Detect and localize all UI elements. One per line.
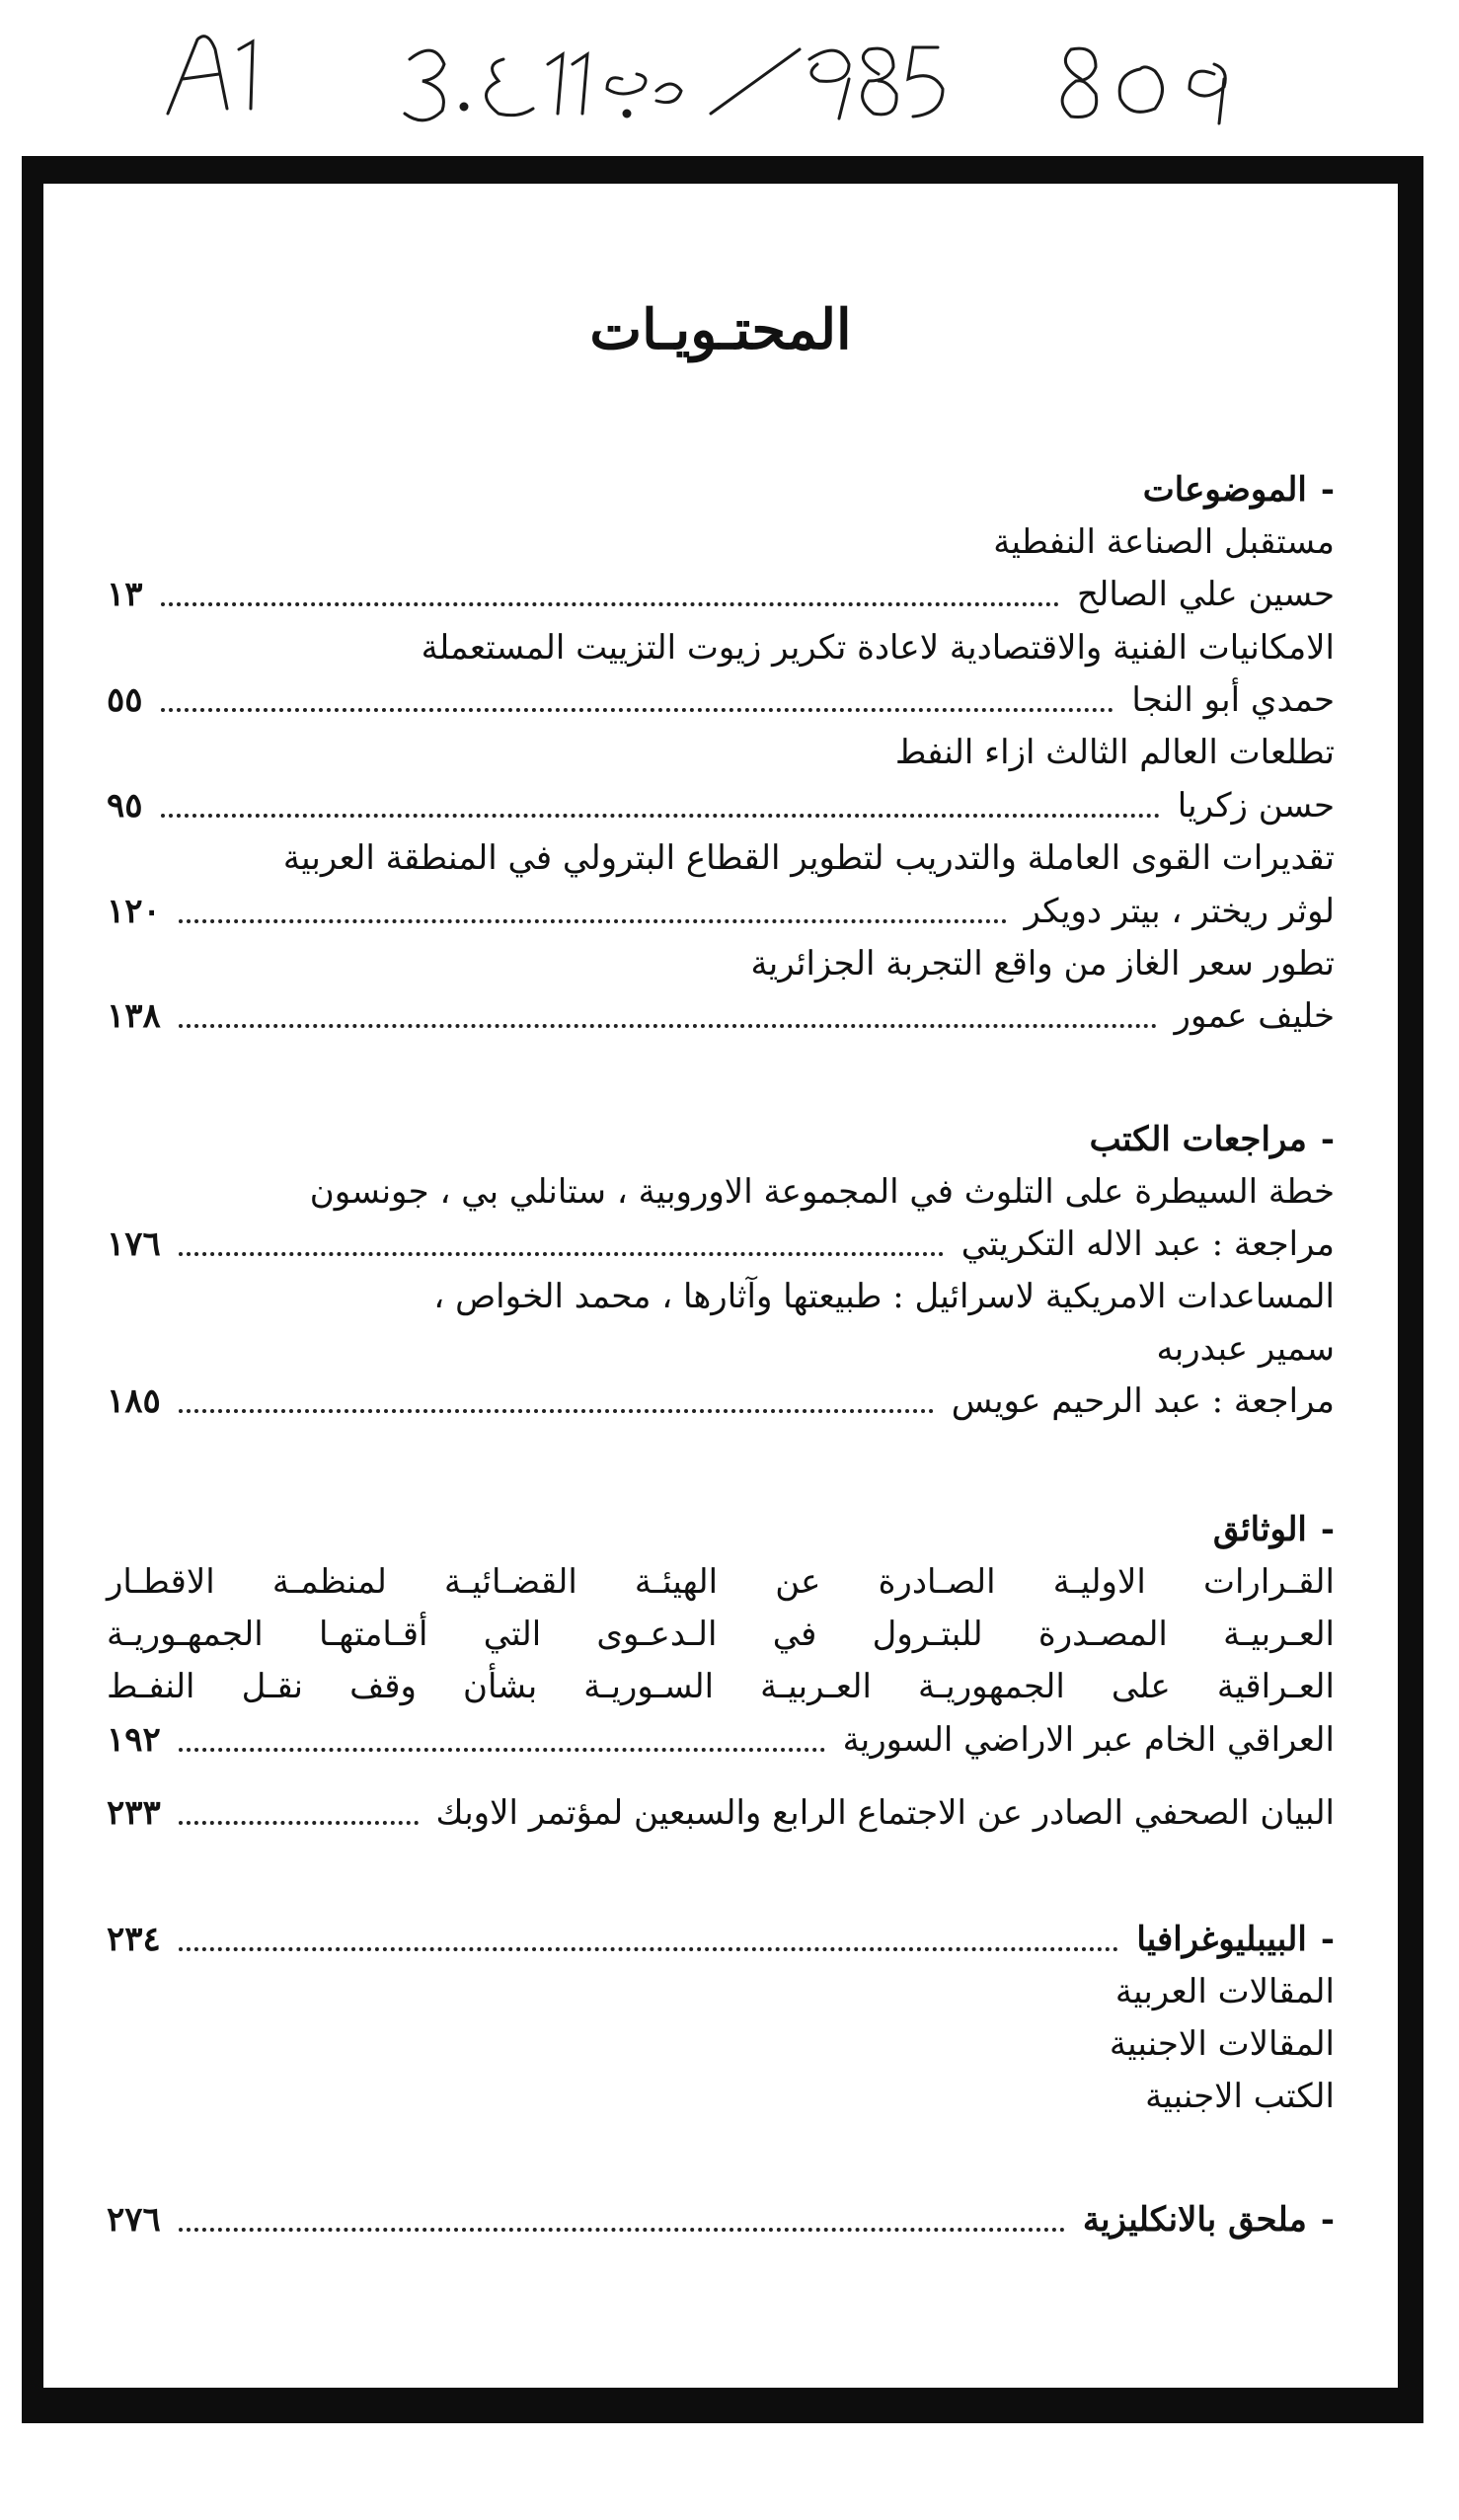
page-number: ١٧٦ [107, 1224, 161, 1264]
toc-entry [107, 1964, 1335, 2019]
toc-entry-text: العراقي الخام عبر الاراضي السورية [842, 1720, 1335, 1760]
dot-leader [161, 602, 1060, 606]
toc-entry-text: مراجعة : عبد الرحيم عويس [951, 1381, 1335, 1421]
toc-entry [107, 830, 1335, 886]
toc-entry [107, 778, 1335, 833]
dot-leader [179, 1409, 934, 1413]
toc-entry [107, 620, 1335, 675]
dot-leader [179, 1748, 825, 1752]
toc-entry-text: الموضوعات [1142, 470, 1307, 510]
page-number: ٢٧٦ [107, 2200, 161, 2240]
toc-entry [107, 1785, 1335, 1841]
toc-entry-text: مراجعة : عبد الاله التكريتي [960, 1224, 1335, 1264]
toc-entry-text: مراجعات الكتب [1089, 1120, 1307, 1159]
toc-entry [107, 2069, 1335, 2124]
toc-entry-text: المساعدات الامريكية لاسرائيل : طبيعتها وآثارها ، محمد الخواص ، [433, 1277, 1335, 1316]
section-dash: - [1320, 2200, 1335, 2240]
page-number: ٢٣٤ [107, 1920, 161, 1959]
toc-entry-text: المقالات العربية [1114, 1972, 1335, 2011]
page-number: ١٨٥ [107, 1381, 161, 1421]
toc-entry-text: سمير عبدربه [1156, 1329, 1335, 1369]
toc-entry-text: خليف عمور [1174, 996, 1335, 1036]
toc-entry [107, 567, 1335, 622]
toc-entry-text: القـرارات الاوليـة الصـادرة عن الهيئـة القضـائيـة لمنظمـة الاقطـار [107, 1562, 1335, 1602]
toc-entry [107, 514, 1335, 570]
toc-entry [107, 1164, 1335, 1220]
page-number: ١٣ [107, 575, 143, 614]
page-number: ٢٣٣ [107, 1793, 161, 1833]
dot-leader [179, 1024, 1157, 1028]
handwritten-annotation [158, 20, 1343, 138]
toc-entry [107, 1712, 1335, 1768]
table-of-contents [43, 184, 1398, 2388]
page-number: ٩٥ [107, 786, 143, 826]
toc-entry-text: البيبليوغرافيا [1136, 1920, 1307, 1959]
page-title: المحتـويـات [589, 297, 852, 362]
toc-entry-text: الوثائق [1212, 1510, 1307, 1549]
toc-entry-text: تطور سعر الغاز من واقع التجربة الجزائرية [750, 944, 1335, 984]
toc-entry-text: ملحق بالانكليزية [1082, 2200, 1307, 2240]
section-dash: - [1320, 1120, 1335, 1159]
toc-section-heading [107, 2192, 1335, 2247]
toc-entry [107, 2016, 1335, 2072]
dot-leader [161, 708, 1114, 712]
toc-entry-text: العـراقية على الجمهوريـة العـربيـة السـوريـة بشأن وقف نقـل النفـط [107, 1667, 1335, 1706]
toc-section-heading [107, 1912, 1335, 1967]
dot-leader [179, 2228, 1065, 2232]
contents-page [43, 184, 1398, 2388]
toc-entry-text: حسن زكريا [1177, 786, 1335, 826]
toc-entry [107, 672, 1335, 728]
toc-entry-text: مستقبل الصناعة النفطية [993, 522, 1335, 562]
toc-entry-text: لوثر ريختر ، بيتر دويكر [1024, 892, 1335, 931]
toc-entry [107, 1607, 1335, 1662]
toc-section-heading [107, 1502, 1335, 1557]
toc-entry-text: الكتب الاجنبية [1145, 2077, 1335, 2116]
toc-entry [107, 1659, 1335, 1714]
toc-entry [107, 988, 1335, 1044]
page-number: ٥٥ [107, 680, 143, 720]
toc-entry-text: حسين علي الصالح [1077, 575, 1335, 614]
dot-leader [179, 1947, 1119, 1951]
toc-entry-text: العـربيـة المصـدرة للبتـرول في الـدعـوى التي أقـامتهـا الجمهـوريـة [107, 1614, 1335, 1654]
toc-entry [107, 1321, 1335, 1377]
dot-leader [179, 919, 1007, 923]
dot-leader [161, 814, 1160, 818]
toc-entry [107, 1217, 1335, 1272]
toc-entry-text: المقالات الاجنبية [1109, 2024, 1335, 2064]
toc-entry-text: حمدي أبو النجا [1131, 680, 1335, 720]
dot-leader [179, 1821, 419, 1825]
toc-entry [107, 1374, 1335, 1429]
section-dash: - [1320, 1510, 1335, 1549]
page-frame [22, 156, 1423, 2423]
toc-entry-text: تقديرات القوى العاملة والتدريب لتطوير القطاع البترولي في المنطقة العربية [282, 838, 1335, 878]
toc-entry-text: تطلعات العالم الثالث ازاء النفط [894, 733, 1335, 772]
page-number: ١٢٠ [107, 892, 161, 931]
page-number: ١٣٨ [107, 996, 161, 1036]
toc-entry-text: البيان الصحفي الصادر عن الاجتماع الرابع والسبعين لمؤتمر الاوبك [435, 1793, 1335, 1833]
toc-entry [107, 725, 1335, 780]
toc-entry-text: الامكانيات الفنية والاقتصادية لاعادة تكرير زيوت التزييت المستعملة [421, 628, 1335, 668]
toc-entry [107, 936, 1335, 991]
toc-entry-text: خطة السيطرة على التلوث في المجموعة الاوروبية ، ستانلي بي ، جونسون [309, 1172, 1335, 1212]
toc-entry [107, 884, 1335, 939]
toc-entry [107, 1554, 1335, 1610]
toc-entry [107, 1269, 1335, 1324]
section-dash: - [1320, 1920, 1335, 1959]
toc-section-heading [107, 1112, 1335, 1167]
dot-leader [179, 1252, 944, 1256]
page-number: ١٩٢ [107, 1720, 161, 1760]
section-dash: - [1320, 470, 1335, 510]
toc-section-heading [107, 462, 1335, 517]
